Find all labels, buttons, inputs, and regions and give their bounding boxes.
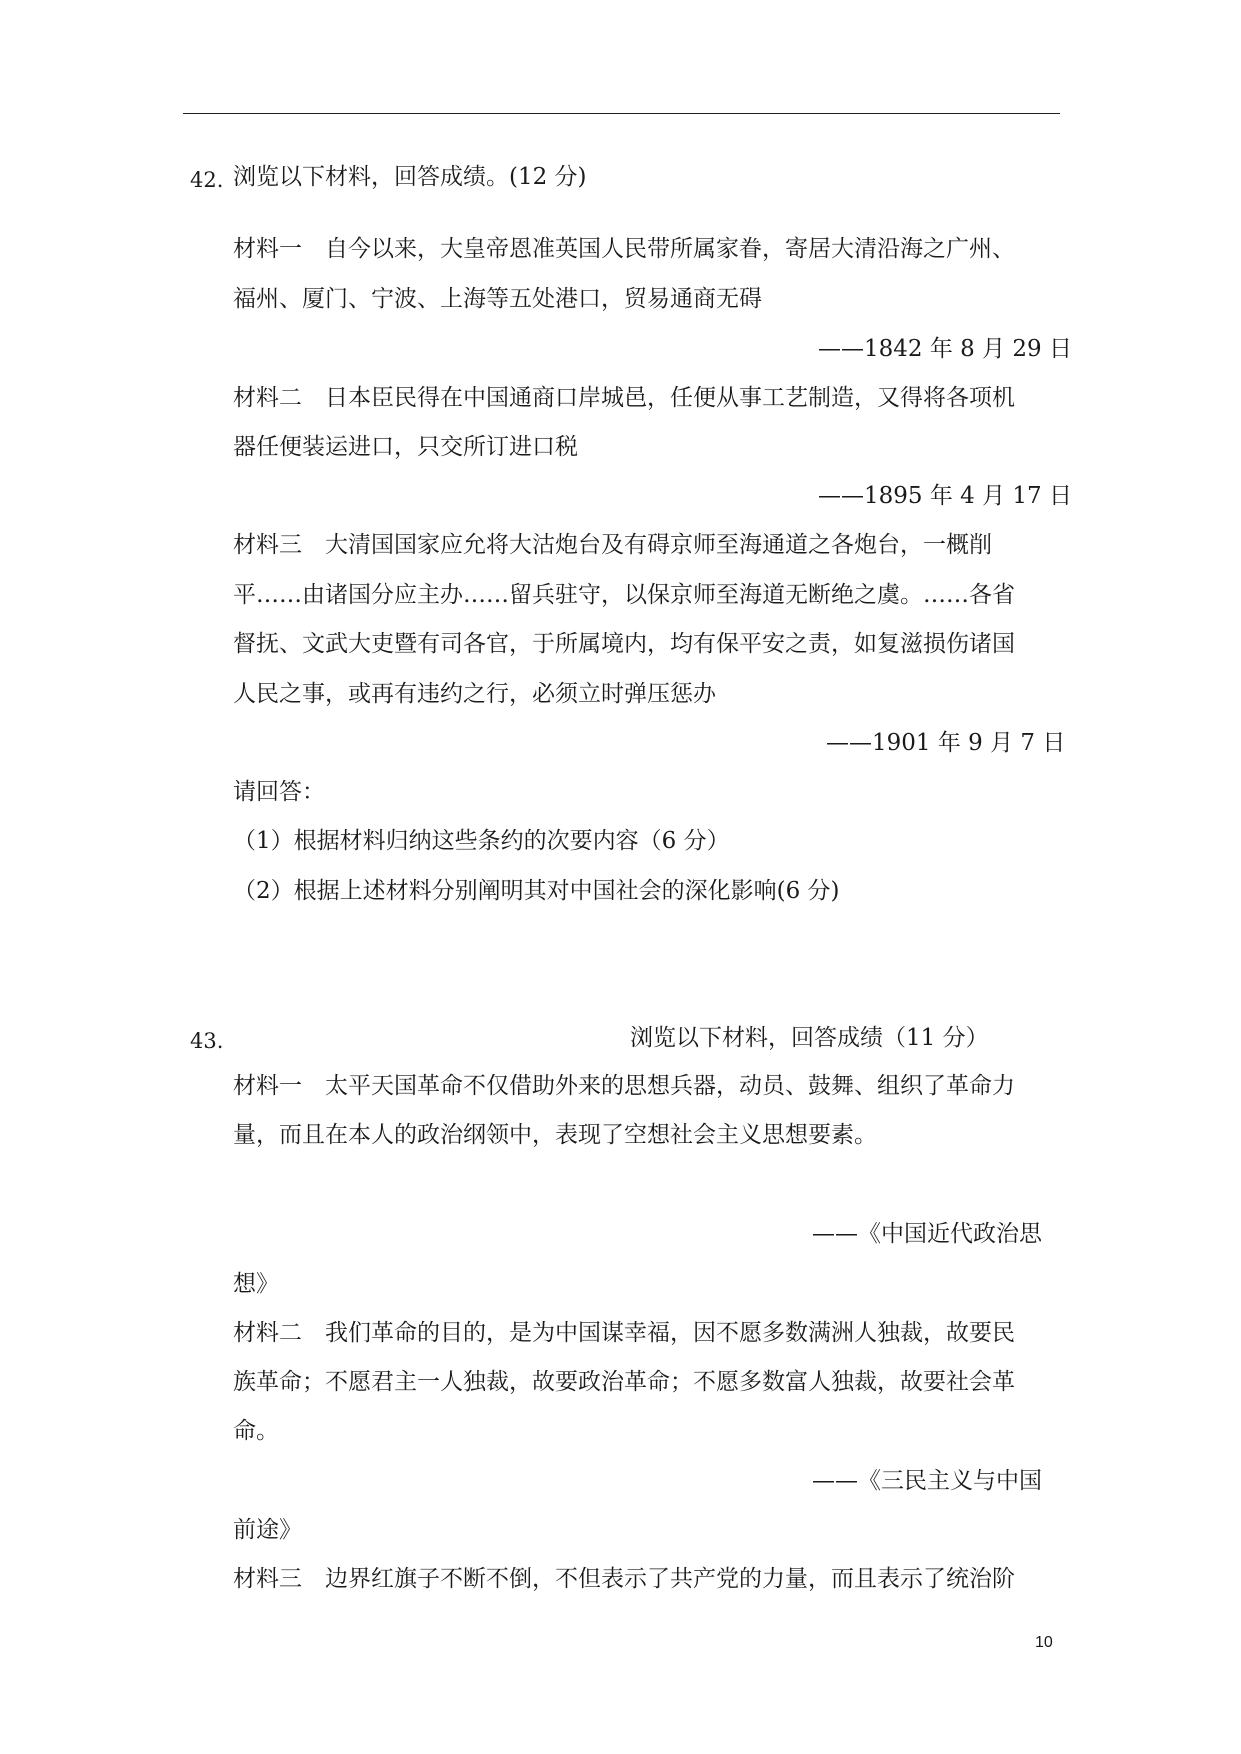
q43-material-2-line-3: 命。 bbox=[233, 1418, 279, 1444]
q43-material-1-source-2: 想》 bbox=[233, 1271, 279, 1297]
q42-material-2-line-2: 器任便装运进口，只交所订进口税 bbox=[233, 434, 578, 460]
q43-material-3-line-1: 材料三 边界红旗子不断不倒，不但表示了共产党的力量，而且表示了统治阶 bbox=[233, 1566, 1015, 1592]
question-43-number: 43. bbox=[190, 1029, 224, 1053]
q42-material-3-line-3: 督抚、文武大吏暨有司各官，于所属境内，均有保平安之责，如复滋损伤诸国 bbox=[233, 631, 1015, 657]
q42-material-1-date: ——1842 年 8 月 29 日 bbox=[818, 336, 1072, 362]
q42-subquestion-1: （1）根据材料归纳这些条约的次要内容（6 分） bbox=[233, 828, 730, 854]
q43-material-1-line-2: 量，而且在本人的政治纲领中，表现了空想社会主义思想要素。 bbox=[233, 1122, 877, 1148]
q42-material-1-line-2: 福州、厦门、宁波、上海等五处港口，贸易通商无碍 bbox=[233, 286, 762, 312]
q42-material-3-line-2: 平……由诸国分应主办……留兵驻守，以保京师至海道无断绝之虞。……各省 bbox=[233, 582, 1015, 608]
q42-material-2-line-1: 材料二 日本臣民得在中国通商口岸城邑，任便从事工艺制造，又得将各项机 bbox=[233, 385, 1015, 411]
q43-material-2-source-1: ——《三民主义与中国 bbox=[812, 1468, 1042, 1494]
q42-material-2-date: ——1895 年 4 月 17 日 bbox=[818, 483, 1072, 509]
question-42-prompt: 浏览以下材料，回答成绩。(12 分) bbox=[233, 164, 587, 190]
header-rule bbox=[183, 113, 1060, 114]
page-number: 10 bbox=[1035, 1634, 1053, 1651]
q43-material-2-line-2: 族革命；不愿君主一人独裁，故要政治革命；不愿多数富人独裁，故要社会革 bbox=[233, 1369, 1015, 1395]
q43-material-1-source-1: ——《中国近代政治思 bbox=[812, 1221, 1042, 1247]
q43-material-1-line-1: 材料一 太平天国革命不仅借助外来的思想兵器，动员、鼓舞、组织了革命力 bbox=[233, 1073, 1015, 1099]
q42-ask: 请回答： bbox=[233, 779, 325, 805]
q42-material-3-line-1: 材料三 大清国国家应允将大沽炮台及有碍京师至海通道之各炮台，一概削 bbox=[233, 532, 992, 558]
question-42-number: 42. bbox=[190, 168, 224, 192]
q42-subquestion-2: （2）根据上述材料分别阐明其对中国社会的深化影响(6 分) bbox=[233, 878, 840, 904]
question-43-prompt: 浏览以下材料，回答成绩（11 分） bbox=[630, 1025, 989, 1051]
q42-material-1-line-1: 材料一 自今以来，大皇帝恩准英国人民带所属家眷，寄居大清沿海之广州、 bbox=[233, 236, 1015, 262]
q42-material-3-line-4: 人民之事，或再有违约之行，必须立时弹压惩办 bbox=[233, 681, 716, 707]
q43-material-2-source-2: 前途》 bbox=[233, 1517, 302, 1543]
q43-material-2-line-1: 材料二 我们革命的目的，是为中国谋幸福，因不愿多数满洲人独裁，故要民 bbox=[233, 1320, 1015, 1346]
q42-material-3-date: ——1901 年 9 月 7 日 bbox=[826, 730, 1066, 756]
